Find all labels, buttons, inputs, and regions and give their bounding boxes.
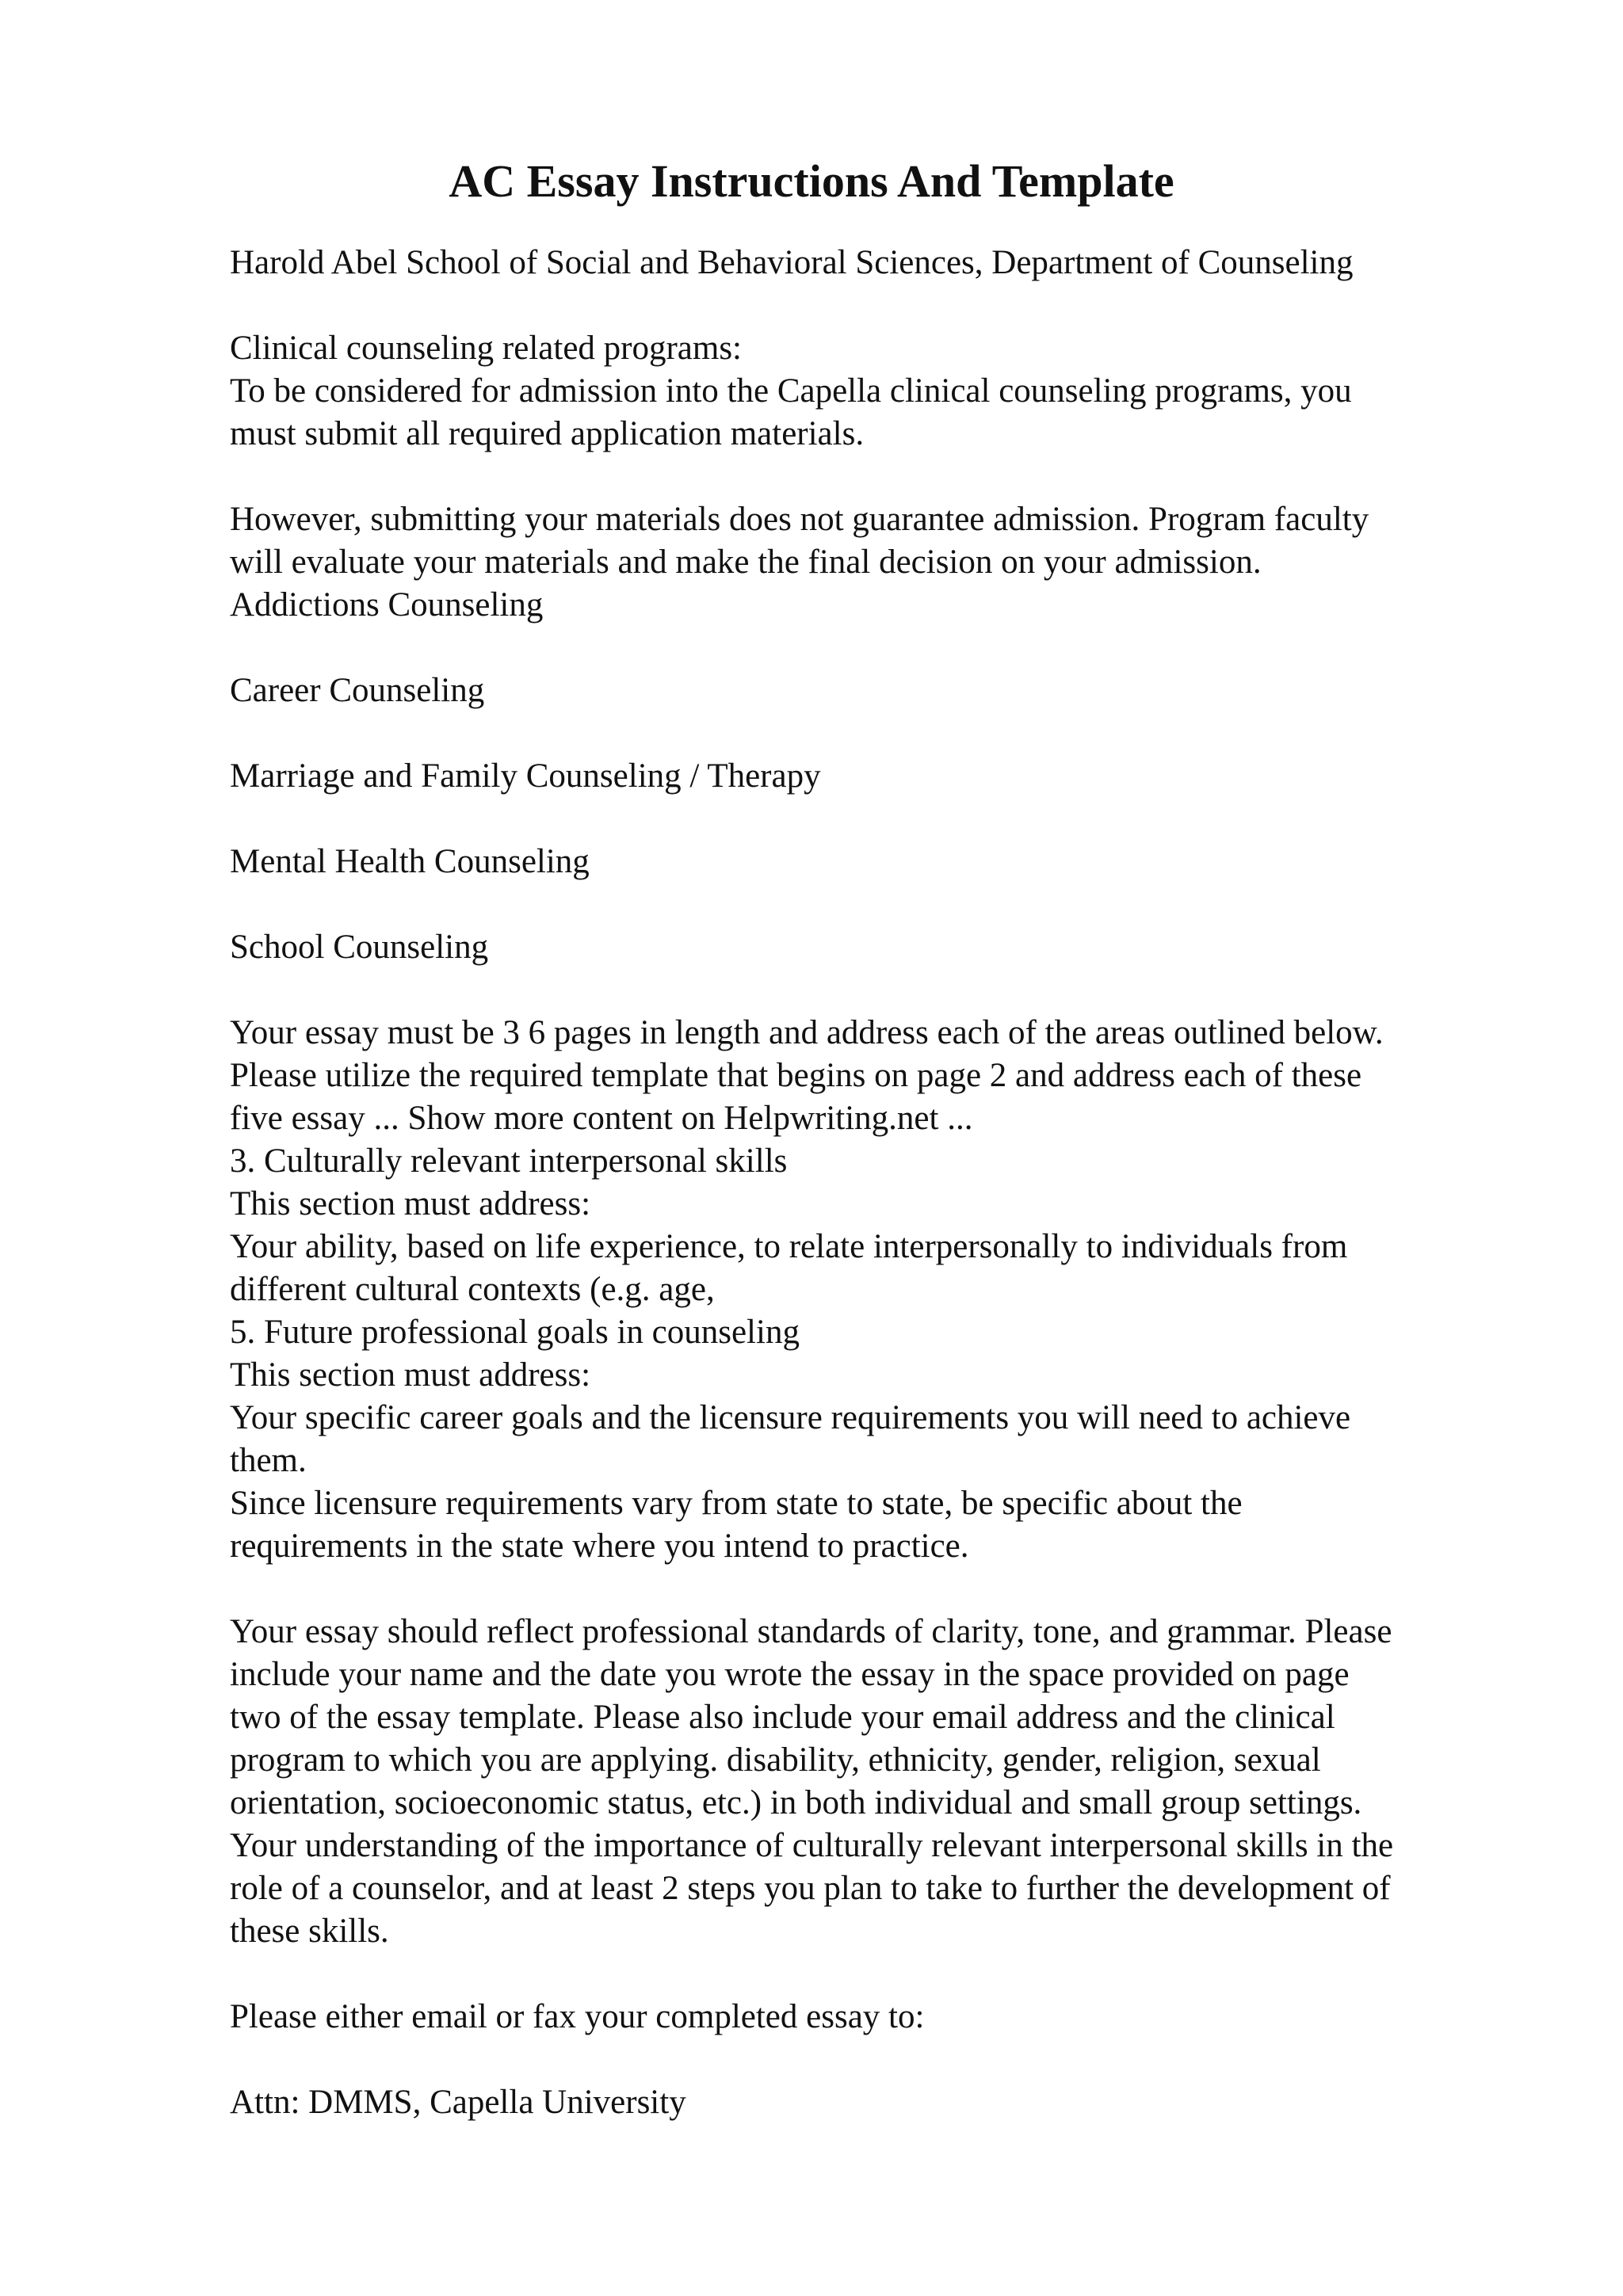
text-line: orientation, socioeconomic status, etc.) in both individual and small group settings. (230, 1784, 1362, 1821)
text-line: will evaluate your materials and make the final decision on your admission. (230, 543, 1262, 581)
text-line: This section must address: (230, 1185, 591, 1222)
document-title: AC Essay Instructions And Template (449, 155, 1174, 207)
paragraph-gap (230, 284, 1514, 327)
paragraph-gap (230, 456, 1514, 498)
text-line: these skills. (230, 1913, 389, 1950)
text-line: Please either email or fax your completed essay to: (230, 1998, 925, 2035)
text-line: 5. Future professional goals in counseling (230, 1314, 800, 1351)
text-line: However, submitting your materials does not guarantee admission. Program faculty (230, 501, 1369, 538)
paragraph-gap (230, 712, 1514, 755)
text-line: different cultural contexts (e.g. age, (230, 1271, 715, 1308)
text-line: must submit all required application materials. (230, 415, 865, 452)
text-line: program to which you are applying. disability, ethnicity, gender, religion, sexual (230, 1741, 1321, 1779)
text-line: Mental Health Counseling (230, 843, 590, 880)
text-line: five essay ... Show more content on Helpwriting.net ... (230, 1100, 973, 1137)
text-line: Attn: DMMS, Capella University (230, 2084, 686, 2121)
paragraph-gap (230, 2039, 1514, 2081)
paragraph-gap (230, 883, 1514, 926)
text-line: Your specific career goals and the licensure requirements you will need to achieve (230, 1399, 1351, 1436)
text-line: requirements in the state where you intend to practice. (230, 1527, 969, 1565)
text-line: two of the essay template. Please also include your email address and the clinical (230, 1699, 1335, 1736)
text-line: role of a counselor, and at least 2 steps you plan to take to further the development of (230, 1870, 1391, 1907)
text-line: This section must address: (230, 1356, 591, 1394)
paragraph-gap (230, 1568, 1514, 1611)
text-line: 3. Culturally relevant interpersonal skills (230, 1142, 788, 1180)
text-line: Your essay must be 3 6 pages in length and address each of the areas outlined below. (230, 1014, 1384, 1051)
paragraph-gap (230, 627, 1514, 669)
text-line: Your understanding of the importance of culturally relevant interpersonal skills in the (230, 1827, 1394, 1864)
text-line: Your ability, based on life experience, to relate interpersonally to individuals from (230, 1228, 1348, 1265)
text-line: Please utilize the required template that begins on page 2 and address each of these (230, 1057, 1362, 1094)
text-line: include your name and the date you wrote the essay in the space provided on page (230, 1656, 1350, 1693)
paragraph-gap (230, 1953, 1514, 1996)
text-line: To be considered for admission into the Capella clinical counseling programs, you (230, 372, 1352, 410)
text-line: Since licensure requirements vary from state to state, be specific about the (230, 1485, 1243, 1522)
text-line: School Counseling (230, 929, 489, 966)
text-line: them. (230, 1442, 307, 1479)
paragraph-gap (230, 798, 1514, 841)
text-line: Career Counseling (230, 672, 485, 709)
text-line: Marriage and Family Counseling / Therapy (230, 757, 821, 795)
text-line: Your essay should reflect professional standards of clarity, tone, and grammar. Please (230, 1613, 1392, 1650)
paragraph-gap (230, 969, 1514, 1012)
text-line: Clinical counseling related programs: (230, 330, 743, 367)
text-line: Addictions Counseling (230, 586, 544, 624)
text-line: Harold Abel School of Social and Behavioral Sciences, Department of Counseling (230, 244, 1354, 281)
document-body (230, 242, 1514, 2124)
